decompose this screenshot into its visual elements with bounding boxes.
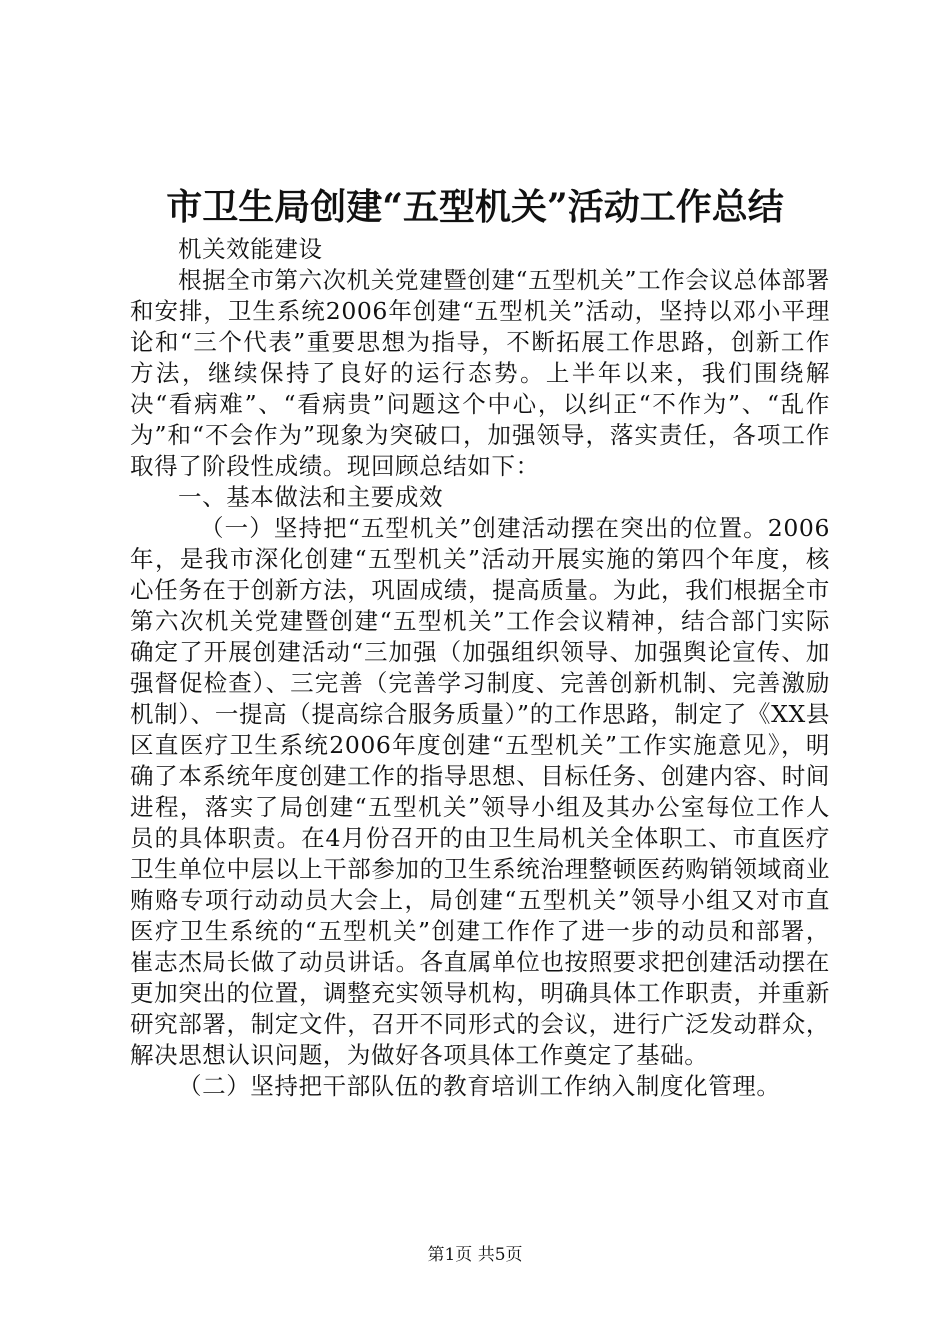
subsection-heading-2: （二）坚持把干部队伍的教育培训工作纳入制度化管理。 bbox=[178, 1072, 781, 1100]
intro-paragraph: 根据全市第六次机关党建暨创建“五型机关”工作会议总体部署和安排，卫生系统2006年创建“五型机关”活动，坚持以邓小平理论和“三个代表”重要思想为指导，不断拓展工作思路，创新工作方法，继续保持了良好的运行态势。上半年以来，我们围绕解决“看病难”、“看病贵”问题这个中心，以纠正“不作为”、“乱作为”和“不会作为”现象为突破口，加强领导，落实责任，各项工作取得了阶段性成绩。现回顾总结如下： bbox=[130, 266, 830, 480]
document-body bbox=[130, 234, 830, 1102]
document-title: 市卫生局创建“五型机关”活动工作总结 bbox=[166, 186, 784, 228]
section-heading: 一、基本做法和主要成效 bbox=[178, 483, 444, 511]
subsection-paragraph-1: （一）坚持把“五型机关”创建活动摆在突出的位置。2006年，是我市深化创建“五型机关”活动开展实施的第四个年度，核心任务在于创新方法，巩固成绩，提高质量。为此，我们根据全市第六次机关党建暨创建“五型机关”工作会议精神，结合部门实际确定了开展创建活动“三加强（加强组织领导、加强舆论宣传、加强督促检查）、三完善（完善学习制度、完善创新机制、完善激励机制）、一提高（提高综合服务质量）”的工作思路，制定了《XX县区直医疗卫生系统2006年度创建“五型机关”工作实施意见》，明确了本系统年度创建工作的指导思想、目标任务、创建内容、时间进程，落实了局创建“五型机关”领导小组及其办公室每位工作人员的具体职责。在4月份召开的由卫生局机关全体职工、市直医疗卫生单位中层以上干部参加的卫生系统治理整顿医药购销领域商业贿赂专项行动动员大会上，局创建“五型机关”领导小组又对市直医疗卫生系统的“五型机关”创建工作作了进一步的动员和部署，崔志杰局长做了动员讲话。各直属单位也按照要求把创建活动摆在更加突出的位置，调整充实领导机构，明确具体工作职责，并重新研究部署，制定文件，召开不同形式的会议，进行广泛发动群众，解决思想认识问题，为做好各项具体工作奠定了基础。 bbox=[130, 514, 830, 1069]
section-label: 机关效能建设 bbox=[178, 235, 323, 263]
page-indicator: 第1页 共5页 bbox=[427, 1245, 523, 1265]
